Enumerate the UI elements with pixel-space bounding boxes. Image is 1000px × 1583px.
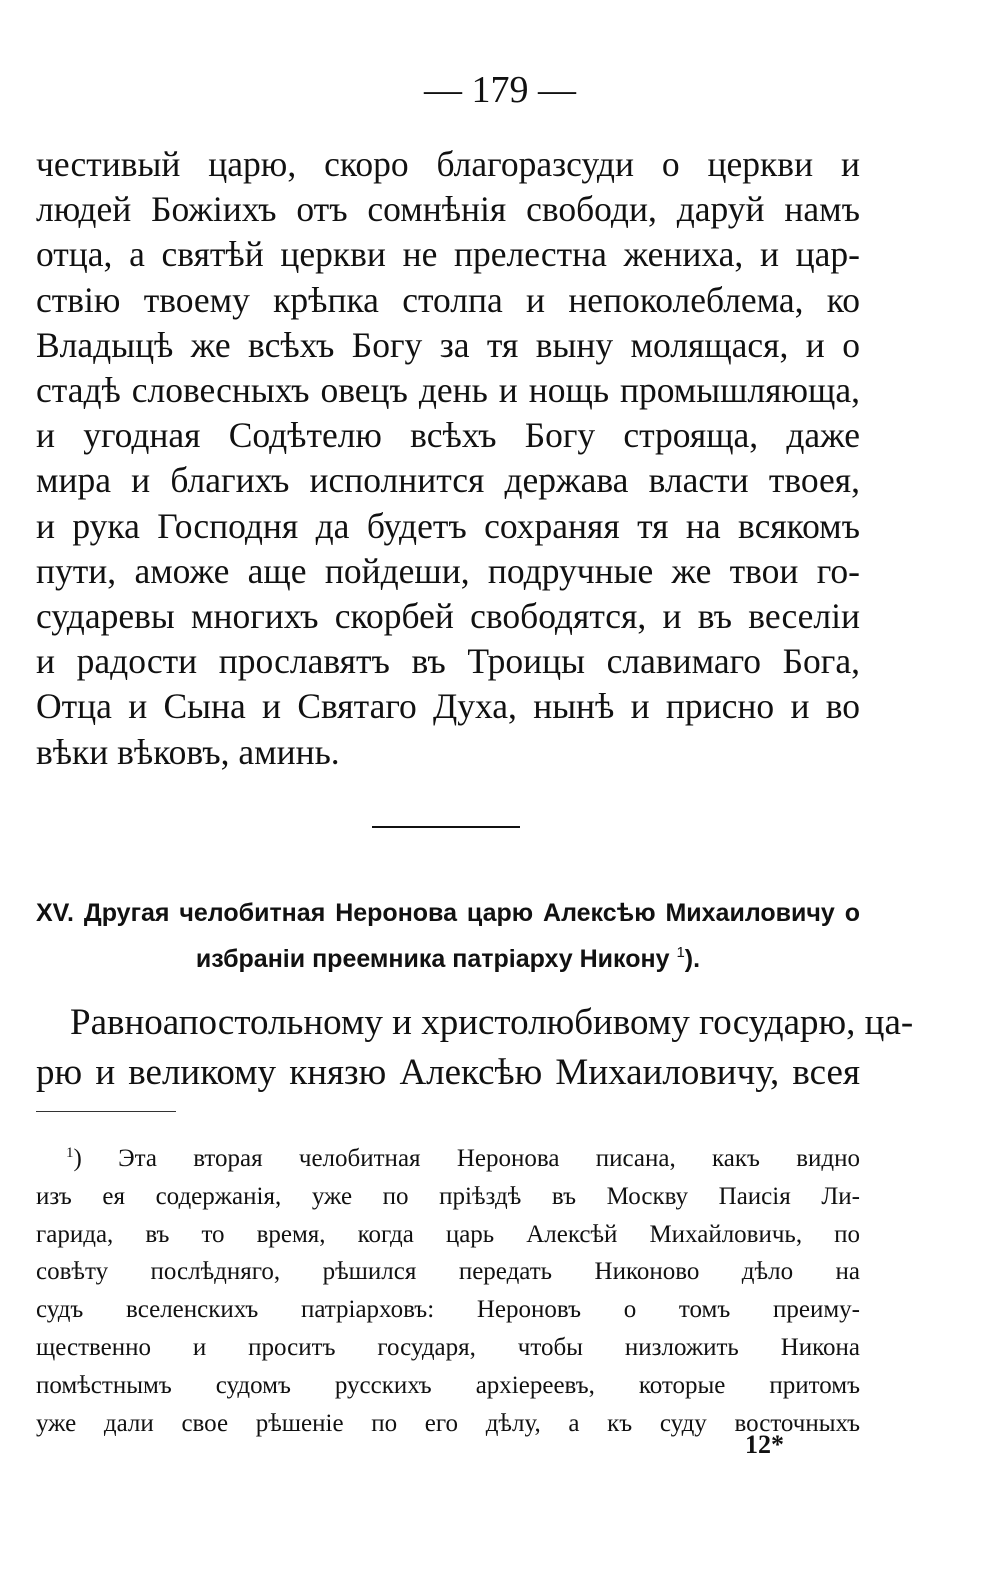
address-line: Равноапостольному и христолюбивому государю, ца- xyxy=(70,1002,914,1043)
footnote-line xyxy=(36,1135,860,1178)
footnote-marker: 1 xyxy=(66,1145,74,1161)
footnote-line: помѣстнымъ судомъ русскихъ архіереевъ, которые притомъ xyxy=(36,1371,860,1399)
text-line: честивый царю, скоро благоразсуди о церкви и xyxy=(36,144,860,184)
footnote-line: уже дали свое рѣшеніе по его дѣлу, а къ суду восточныхъ xyxy=(36,1409,860,1437)
text-line: Владыцѣ же всѣхъ Богу за тя выну молящася, и о xyxy=(36,324,860,365)
text-line: и рука Господня да будетъ сохраняя тя на всякомъ xyxy=(36,505,860,546)
footnote-reference: 1 xyxy=(676,944,685,961)
text-line: Отца и Сына и Святаго Духа, нынѣ и присно и во xyxy=(36,686,860,727)
text-line: и угодная Содѣтелю всѣхъ Богу строяща, даже xyxy=(36,415,860,456)
text-line: отца, а святѣй церкви не прелестна жениха, и цар- xyxy=(36,234,860,275)
page-number: — 179 — xyxy=(424,69,576,111)
signature-mark: 12* xyxy=(745,1430,784,1459)
text-line: ствію твоему крѣпка столпа и непоколеблема, ко xyxy=(36,279,860,320)
body-paragraph xyxy=(36,142,860,775)
section-heading-line: XV. Другая челобитная Неронова царю Алексѣю Михаиловичу о xyxy=(36,899,860,927)
footnote-line: щественно и проситъ государя, чтобы низложить Никона xyxy=(36,1333,860,1361)
footnote-reference-close: ). xyxy=(684,945,701,973)
address-line: рю и великому князю Алексѣю Михаиловичу, всея xyxy=(36,1052,860,1093)
text-line: вѣки вѣковъ, аминь. xyxy=(36,731,340,772)
footnote-line: изъ ея содержанія, уже по пріѣздѣ въ Москву Паисія Ли- xyxy=(36,1182,860,1210)
section-heading xyxy=(36,893,860,979)
footnote-text: ) Эта вторая челобитная Неронова писана, какъ видно xyxy=(73,1145,860,1172)
section-heading-text: избраніи преемника патріарху Никону xyxy=(195,945,670,973)
text-line: мира и благихъ исполнится держава власти твоея, xyxy=(36,460,860,501)
footnote-line: судъ вселенскихъ патріарховъ: Нероновъ о томъ преиму- xyxy=(36,1296,860,1324)
address-paragraph xyxy=(36,998,914,1098)
text-line: людей Божіихъ отъ сомнѣнія свободи, даруй намъ xyxy=(36,189,860,230)
text-line: и радости прославятъ въ Троицы славимаго Бога, xyxy=(36,641,860,682)
section-separator xyxy=(372,826,520,828)
footnote xyxy=(36,1135,860,1442)
text-line: стадѣ словесныхъ овецъ день и нощь промышляюща, xyxy=(36,370,860,411)
footnote-line: гарида, въ то время, когда царь Алексѣй Михайловичь, по xyxy=(36,1220,860,1248)
section-heading-line xyxy=(36,933,860,979)
text-line: сударевы многихъ скорбей свободятся, и въ веселіи xyxy=(36,596,860,637)
text-line: пути, аможе аще пойдеши, подручные же твои го- xyxy=(36,550,860,591)
footnote-rule xyxy=(36,1111,176,1112)
footnote-line: совѣту послѣдняго, рѣшился передать Никоново дѣло на xyxy=(36,1258,860,1286)
